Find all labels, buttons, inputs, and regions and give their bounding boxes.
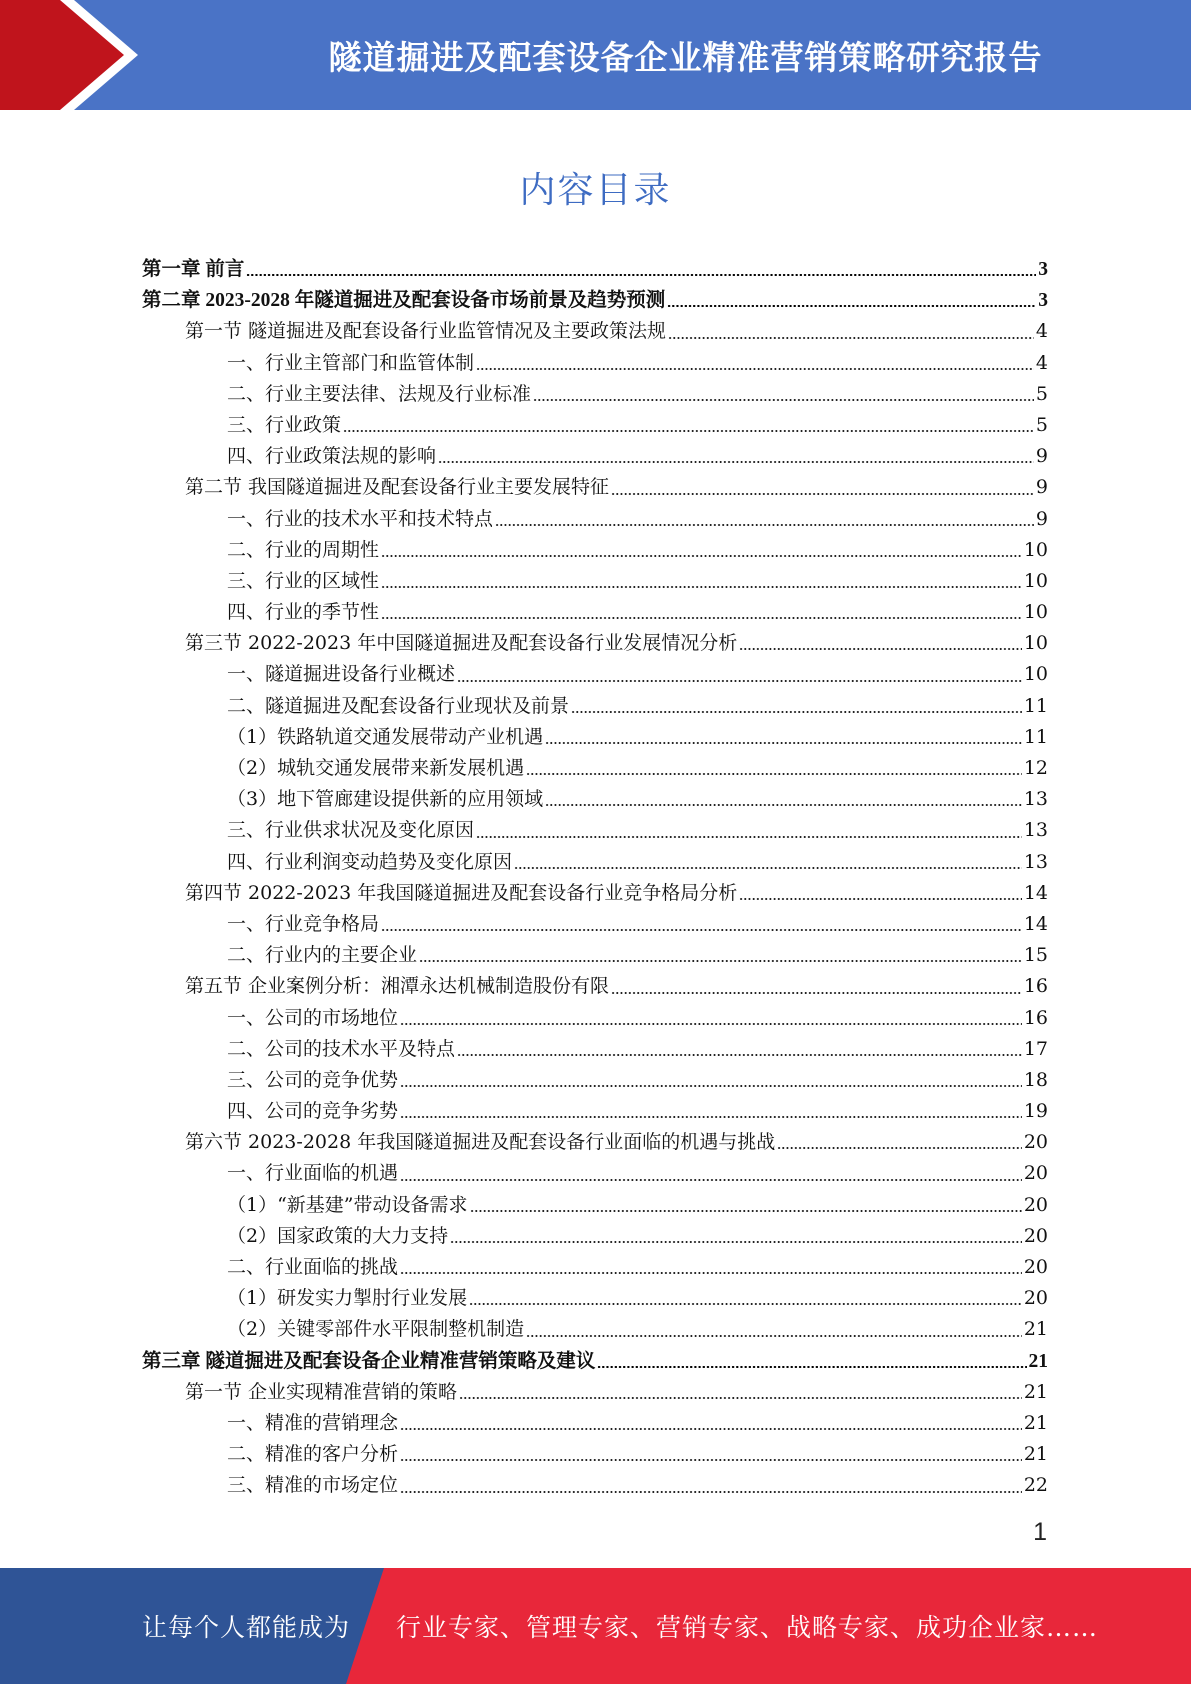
toc-entry[interactable]: [142, 628, 1048, 659]
toc-entry-label: 四、公司的竞争劣势: [227, 1100, 399, 1123]
table-of-contents: [142, 254, 1048, 1502]
toc-entry[interactable]: [142, 753, 1048, 784]
dot-leader: [533, 399, 1034, 401]
toc-entry-label: （1）研发实力掣肘行业发展: [227, 1287, 468, 1310]
toc-entry[interactable]: [142, 1096, 1048, 1127]
dot-leader: [668, 337, 1034, 339]
dot-leader: [495, 524, 1034, 526]
dot-leader: [476, 836, 1022, 838]
toc-heading: 内容目录: [519, 170, 672, 211]
toc-entry[interactable]: [142, 691, 1048, 722]
dot-leader: [611, 493, 1034, 495]
toc-entry-label: （2）国家政策的大力支持: [227, 1224, 449, 1247]
dot-leader: [739, 898, 1022, 900]
toc-entry[interactable]: [142, 1034, 1048, 1065]
dot-leader: [400, 1459, 1022, 1461]
page-number: 1: [1033, 1518, 1047, 1546]
toc-entry-label: 三、行业的区域性: [227, 569, 380, 592]
toc-entry-page: 9: [1035, 445, 1048, 468]
toc-entry-page: 9: [1035, 476, 1048, 499]
dot-leader: [400, 1116, 1022, 1118]
toc-entry[interactable]: [142, 1408, 1048, 1439]
toc-entry[interactable]: [142, 847, 1048, 878]
dot-leader: [476, 368, 1034, 370]
toc-entry-label: 四、行业的季节性: [227, 601, 380, 624]
toc-entry-label: 第一节 隧道掘进及配套设备行业监管情况及主要政策法规: [185, 320, 667, 343]
dot-leader: [777, 1147, 1022, 1149]
dot-leader: [246, 274, 1036, 276]
toc-entry-label: 一、精准的营销理念: [227, 1411, 399, 1434]
toc-entry-page: 11: [1023, 694, 1048, 717]
toc-entry-page: 20: [1023, 1287, 1048, 1310]
toc-entry-page: 18: [1023, 1068, 1048, 1091]
toc-entry-page: 21: [1023, 1318, 1048, 1341]
toc-entry-label: 四、行业利润变动趋势及变化原因: [227, 850, 513, 873]
toc-entry-label: 二、隧道掘进及配套设备行业现状及前景: [227, 694, 570, 717]
toc-entry-page: 10: [1023, 569, 1048, 592]
toc-entry-page: 10: [1023, 632, 1048, 655]
toc-entry[interactable]: [142, 971, 1048, 1002]
toc-entry-page: 3: [1038, 290, 1048, 312]
dot-leader: [470, 1210, 1022, 1212]
toc-entry[interactable]: [142, 472, 1048, 503]
dot-leader: [459, 1397, 1022, 1399]
toc-entry-page: 4: [1035, 351, 1048, 374]
toc-entry-page: 4: [1035, 320, 1048, 343]
toc-entry-page: 13: [1023, 819, 1048, 842]
dot-leader: [571, 711, 1022, 713]
dot-leader: [400, 1272, 1022, 1274]
toc-entry-label: 二、行业主要法律、法规及行业标准: [227, 382, 532, 405]
toc-entry-page: 15: [1023, 944, 1048, 967]
toc-entry[interactable]: [142, 1065, 1048, 1096]
toc-entry-page: 16: [1023, 975, 1048, 998]
dot-leader: [667, 305, 1036, 307]
toc-entry-label: 二、行业内的主要企业: [227, 944, 418, 967]
toc-entry[interactable]: [142, 1439, 1048, 1470]
header-band: [0, 0, 1191, 110]
toc-entry[interactable]: [142, 1252, 1048, 1283]
toc-entry-page: 3: [1038, 259, 1048, 280]
toc-entry-label: 三、精准的市场定位: [227, 1474, 399, 1497]
footer-slogan-left: 让每个人都能成为: [142, 1613, 351, 1642]
toc-entry-page: 17: [1023, 1037, 1048, 1060]
toc-entry-page: 10: [1023, 663, 1048, 686]
toc-entry[interactable]: [142, 659, 1048, 690]
toc-entry[interactable]: [142, 316, 1048, 347]
toc-entry[interactable]: [142, 348, 1048, 379]
toc-entry[interactable]: [142, 784, 1048, 815]
toc-entry[interactable]: [142, 410, 1048, 441]
toc-entry[interactable]: [142, 535, 1048, 566]
toc-entry-page: 20: [1023, 1224, 1048, 1247]
dot-leader: [381, 617, 1022, 619]
toc-entry[interactable]: [142, 597, 1048, 628]
toc-entry-label: 二、精准的客户分析: [227, 1443, 399, 1466]
dot-leader: [469, 1303, 1022, 1305]
toc-entry[interactable]: [142, 441, 1048, 472]
toc-entry-page: 5: [1035, 382, 1048, 405]
toc-entry-page: 11: [1023, 725, 1048, 748]
toc-entry[interactable]: [142, 566, 1048, 597]
toc-entry-label: （1）铁路轨道交通发展带动产业机遇: [227, 725, 544, 748]
toc-entry-label: 第三章 隧道掘进及配套设备企业精准营销策略及建议: [142, 1350, 596, 1372]
dot-leader: [400, 1428, 1022, 1430]
toc-entry-page: 20: [1023, 1131, 1048, 1154]
toc-entry[interactable]: [142, 1470, 1048, 1501]
toc-entry-label: 一、行业主管部门和监管体制: [227, 351, 475, 374]
toc-entry-label: 二、公司的技术水平及特点: [227, 1037, 456, 1060]
toc-entry-label: 一、行业面临的机遇: [227, 1162, 399, 1185]
toc-entry-label: 一、隧道掘进设备行业概述: [227, 663, 456, 686]
toc-entry[interactable]: [142, 1346, 1048, 1377]
toc-entry[interactable]: [142, 1003, 1048, 1034]
toc-entry[interactable]: [142, 1314, 1048, 1345]
toc-entry-label: 第一章 前言: [142, 259, 245, 280]
toc-entry-label: （2）关键零部件水平限制整机制造: [227, 1318, 525, 1341]
dot-leader: [381, 555, 1022, 557]
report-title: 隧道掘进及配套设备企业精准营销策略研究报告: [328, 37, 1043, 77]
toc-entry-label: 一、公司的市场地位: [227, 1006, 399, 1029]
toc-entry[interactable]: [142, 504, 1048, 535]
toc-entry[interactable]: [142, 1158, 1048, 1189]
toc-entry[interactable]: [142, 1221, 1048, 1252]
dot-leader: [457, 1054, 1022, 1056]
toc-entry[interactable]: [142, 1283, 1048, 1314]
dot-leader: [343, 430, 1034, 432]
toc-entry-label: 第四节 2022-2023 年我国隧道掘进及配套设备行业竞争格局分析: [185, 881, 738, 904]
toc-entry[interactable]: [142, 379, 1048, 410]
toc-entry-label: 第二节 我国隧道掘进及配套设备行业主要发展特征: [185, 476, 610, 499]
toc-entry-label: 一、行业竞争格局: [227, 912, 380, 935]
toc-entry-page: 14: [1023, 912, 1048, 935]
dot-leader: [611, 992, 1022, 994]
toc-entry-page: 14: [1023, 881, 1048, 904]
toc-entry-page: 20: [1023, 1162, 1048, 1185]
toc-entry-page: 21: [1023, 1443, 1048, 1466]
toc-entry-page: 22: [1023, 1474, 1048, 1497]
dot-leader: [545, 804, 1022, 806]
toc-entry-label: 二、行业的周期性: [227, 538, 380, 561]
toc-entry-page: 12: [1023, 757, 1048, 779]
toc-entry-page: 21: [1023, 1380, 1048, 1403]
dot-leader: [526, 773, 1022, 775]
toc-entry-page: 9: [1035, 507, 1048, 530]
toc-entry-label: 第三节 2022-2023 年中国隧道掘进及配套设备行业发展情况分析: [185, 632, 738, 655]
toc-entry-label: （1）“新基建”带动设备需求: [227, 1193, 468, 1216]
toc-entry-label: 三、公司的竞争优势: [227, 1068, 399, 1091]
toc-entry-page: 5: [1035, 413, 1048, 436]
toc-entry-page: 20: [1023, 1256, 1048, 1278]
dot-leader: [545, 742, 1022, 744]
footer-slogan-right: 行业专家、管理专家、营销专家、战略专家、成功企业家……: [396, 1613, 1099, 1642]
toc-entry[interactable]: [142, 1377, 1048, 1408]
dot-leader: [438, 461, 1034, 463]
dot-leader: [450, 1241, 1022, 1243]
toc-entry-label: 第二章 2023-2028 年隧道掘进及配套设备市场前景及趋势预测: [142, 290, 666, 312]
toc-entry-page: 21: [1028, 1350, 1048, 1372]
dot-leader: [457, 680, 1022, 682]
toc-entry-label: 二、行业面临的挑战: [227, 1256, 399, 1278]
dot-leader: [381, 929, 1022, 931]
toc-entry-label: 四、行业政策法规的影响: [227, 445, 437, 468]
dot-leader: [400, 1491, 1022, 1493]
toc-entry-page: 13: [1023, 788, 1048, 811]
toc-entry-label: 一、行业的技术水平和技术特点: [227, 507, 494, 530]
dot-leader: [400, 1179, 1022, 1181]
toc-entry-page: 16: [1023, 1006, 1048, 1029]
toc-entry-label: 第一节 企业实现精准营销的策略: [185, 1380, 458, 1403]
toc-entry[interactable]: [142, 1127, 1048, 1158]
toc-entry-page: 13: [1023, 850, 1048, 873]
toc-entry-label: 三、行业政策: [227, 413, 342, 436]
footer-band: [0, 1568, 1191, 1684]
toc-entry[interactable]: [142, 1190, 1048, 1221]
dot-leader: [419, 960, 1022, 962]
toc-entry-page: 21: [1023, 1411, 1048, 1434]
dot-leader: [400, 1023, 1022, 1025]
toc-entry[interactable]: [142, 878, 1048, 909]
dot-leader: [597, 1366, 1026, 1368]
toc-entry[interactable]: [142, 722, 1048, 753]
toc-entry-label: （2）城轨交通发展带来新发展机遇: [227, 757, 525, 779]
dot-leader: [739, 648, 1022, 650]
toc-entry-page: 10: [1023, 601, 1048, 624]
toc-entry-page: 10: [1023, 538, 1048, 561]
toc-entry[interactable]: [142, 815, 1048, 846]
toc-entry-label: 第五节 企业案例分析：湘潭永达机械制造股份有限: [185, 975, 610, 998]
red-chevron-logo: [0, 0, 150, 110]
toc-entry-label: （3）地下管廊建设提供新的应用领域: [227, 788, 544, 811]
toc-entry-page: 20: [1023, 1193, 1048, 1216]
dot-leader: [381, 586, 1022, 588]
toc-entry-label: 三、行业供求状况及变化原因: [227, 819, 475, 842]
toc-entry[interactable]: [142, 909, 1048, 940]
dot-leader: [400, 1085, 1022, 1087]
toc-entry[interactable]: [142, 940, 1048, 971]
toc-entry-label: 第六节 2023-2028 年我国隧道掘进及配套设备行业面临的机遇与挑战: [185, 1131, 776, 1154]
toc-entry[interactable]: [142, 285, 1048, 316]
toc-entry[interactable]: [142, 254, 1048, 285]
dot-leader: [514, 867, 1022, 869]
dot-leader: [526, 1335, 1022, 1337]
toc-entry-page: 19: [1023, 1100, 1048, 1123]
